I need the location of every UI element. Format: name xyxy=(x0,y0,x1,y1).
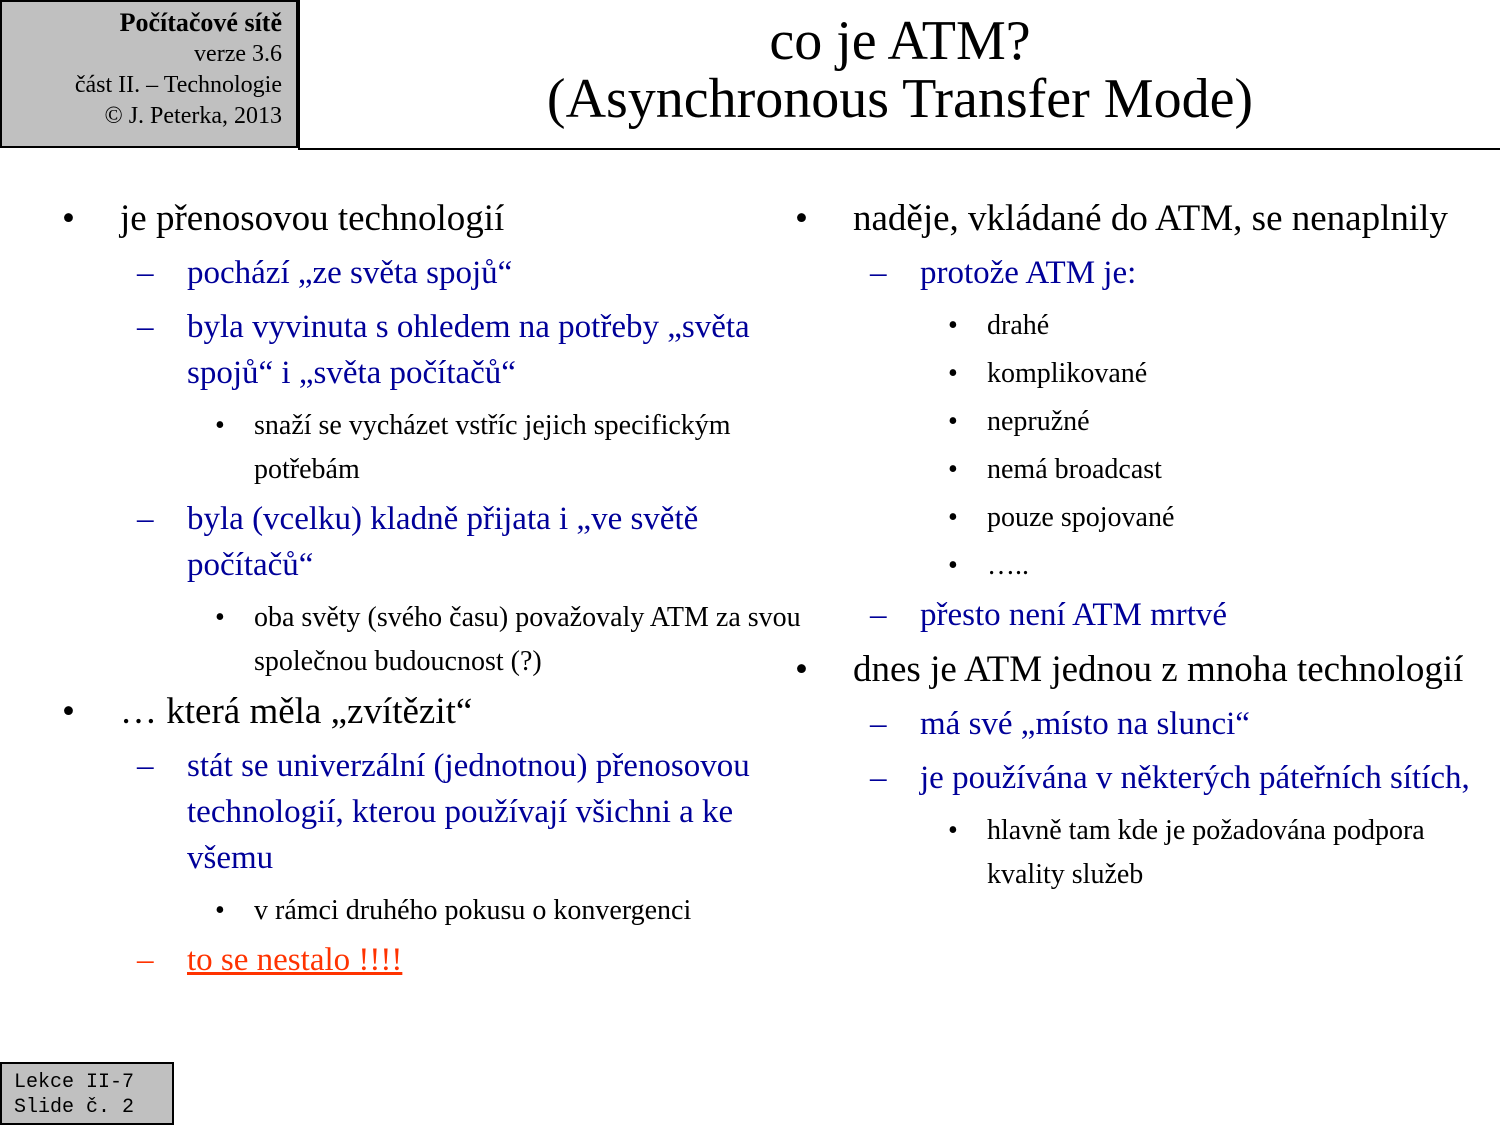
bullet-item xyxy=(62,195,802,242)
sub-item-text: to se nestalo !!!! xyxy=(187,942,403,978)
sub-sub-item-text: drahé xyxy=(987,310,1050,341)
right-column xyxy=(795,195,1485,901)
sub-item-text: je používána v některých páteřních sítích, xyxy=(920,760,1470,796)
sub-item-text: byla (vcelku) kladně přijata i „ve světě počítačů“ xyxy=(187,501,699,583)
sub-sub-item xyxy=(795,809,1485,897)
sub-item-text: protože ATM je: xyxy=(920,255,1137,291)
sub-item xyxy=(62,496,802,588)
course-title: Počítačové sítě xyxy=(119,8,282,37)
sub-sub-item xyxy=(62,404,802,492)
bullet-item xyxy=(795,195,1485,242)
slide-label: Slide č. 2 xyxy=(14,1096,135,1119)
sub-item xyxy=(795,592,1485,638)
sub-item xyxy=(62,743,802,881)
sub-sub-item-text: nepružné xyxy=(987,406,1090,437)
sub-sub-item xyxy=(795,352,1485,396)
bullet-marker: • xyxy=(62,691,75,732)
bullet-text: dnes je ATM jednou z mnoha technologií xyxy=(853,649,1464,690)
sub-sub-item-text: pouze spojované xyxy=(987,502,1175,533)
sub-item xyxy=(795,701,1485,747)
sub-sub-item xyxy=(795,400,1485,444)
bullet-marker: • xyxy=(948,815,958,846)
sub-item xyxy=(795,755,1485,801)
lecture-label: Lekce II-7 xyxy=(14,1071,135,1094)
sub-sub-item-text: snaží se vycházet vstříc jejich specifickým potřebám xyxy=(254,410,731,485)
part-label: část II. – Technologie xyxy=(74,72,282,98)
sub-sub-item-text: hlavně tam kde je požadována podpora kvality služeb xyxy=(987,815,1425,890)
dash-marker: – xyxy=(870,597,887,633)
sub-sub-item-text: v rámci druhého pokusu o konvergenci xyxy=(254,895,692,926)
bullet-text: je přenosovou technologií xyxy=(120,198,505,239)
slide-title-line-1: co je ATM? xyxy=(769,10,1031,72)
bullet-marker: • xyxy=(948,358,958,389)
sub-item-text: má své „místo na slunci“ xyxy=(920,706,1250,742)
sub-sub-item xyxy=(795,448,1485,492)
sub-item xyxy=(62,250,802,296)
sub-item xyxy=(795,250,1485,296)
sub-sub-item xyxy=(795,496,1485,540)
slide-title-box xyxy=(298,0,1500,150)
slide-title-line-2: (Asynchronous Transfer Mode) xyxy=(546,68,1254,130)
sub-sub-item xyxy=(62,889,802,933)
bullet-marker: • xyxy=(795,649,808,690)
sub-item-text: byla vyvinuta s ohledem na potřeby „světa spojů“ i „světa počítačů“ xyxy=(187,309,750,391)
sub-sub-item xyxy=(795,544,1485,588)
sub-sub-item-text: oba světy (svého času) považovaly ATM za svou společnou budoucnost (?) xyxy=(254,602,801,677)
version-label: verze 3.6 xyxy=(194,41,282,67)
bullet-marker: • xyxy=(62,198,75,239)
bullet-marker: • xyxy=(948,310,958,341)
dash-marker: – xyxy=(870,706,887,742)
left-column xyxy=(62,195,802,991)
dash-marker: – xyxy=(137,942,154,978)
sub-item-text: stát se univerzální (jednotnou) přenosovou technologií, kterou používají všichni a ke všemu xyxy=(187,748,750,876)
bullet-item xyxy=(62,688,802,735)
sub-sub-item-text: komplikované xyxy=(987,358,1148,389)
dash-marker: – xyxy=(137,501,154,537)
dash-marker: – xyxy=(870,255,887,291)
bullet-marker: • xyxy=(795,198,808,239)
copyright-label: © J. Peterka, 2013 xyxy=(104,103,282,129)
slide-number-box xyxy=(0,1062,174,1125)
bullet-marker: • xyxy=(948,454,958,485)
sub-sub-item xyxy=(795,304,1485,348)
sub-sub-item xyxy=(62,596,802,684)
dash-marker: – xyxy=(137,748,154,784)
sub-item-text: pochází „ze světa spojů“ xyxy=(187,255,513,291)
bullet-marker: • xyxy=(948,550,958,581)
bullet-item xyxy=(795,646,1485,693)
sub-item-text: přesto není ATM mrtvé xyxy=(920,597,1228,633)
bullet-marker: • xyxy=(215,895,225,926)
sub-sub-item-text: ….. xyxy=(987,550,1029,581)
dash-marker: – xyxy=(137,309,154,345)
sub-item-highlight xyxy=(62,937,802,983)
bullet-marker: • xyxy=(215,602,225,633)
bullet-text: … která měla „zvítězit“ xyxy=(120,691,473,732)
bullet-marker: • xyxy=(948,502,958,533)
bullet-marker: • xyxy=(215,410,225,441)
dash-marker: – xyxy=(870,760,887,796)
sub-item xyxy=(62,304,802,396)
bullet-text: naděje, vkládané do ATM, se nenaplnily xyxy=(853,198,1448,239)
bullet-marker: • xyxy=(948,406,958,437)
course-info-box xyxy=(0,0,298,148)
sub-sub-item-text: nemá broadcast xyxy=(987,454,1162,485)
dash-marker: – xyxy=(137,255,154,291)
